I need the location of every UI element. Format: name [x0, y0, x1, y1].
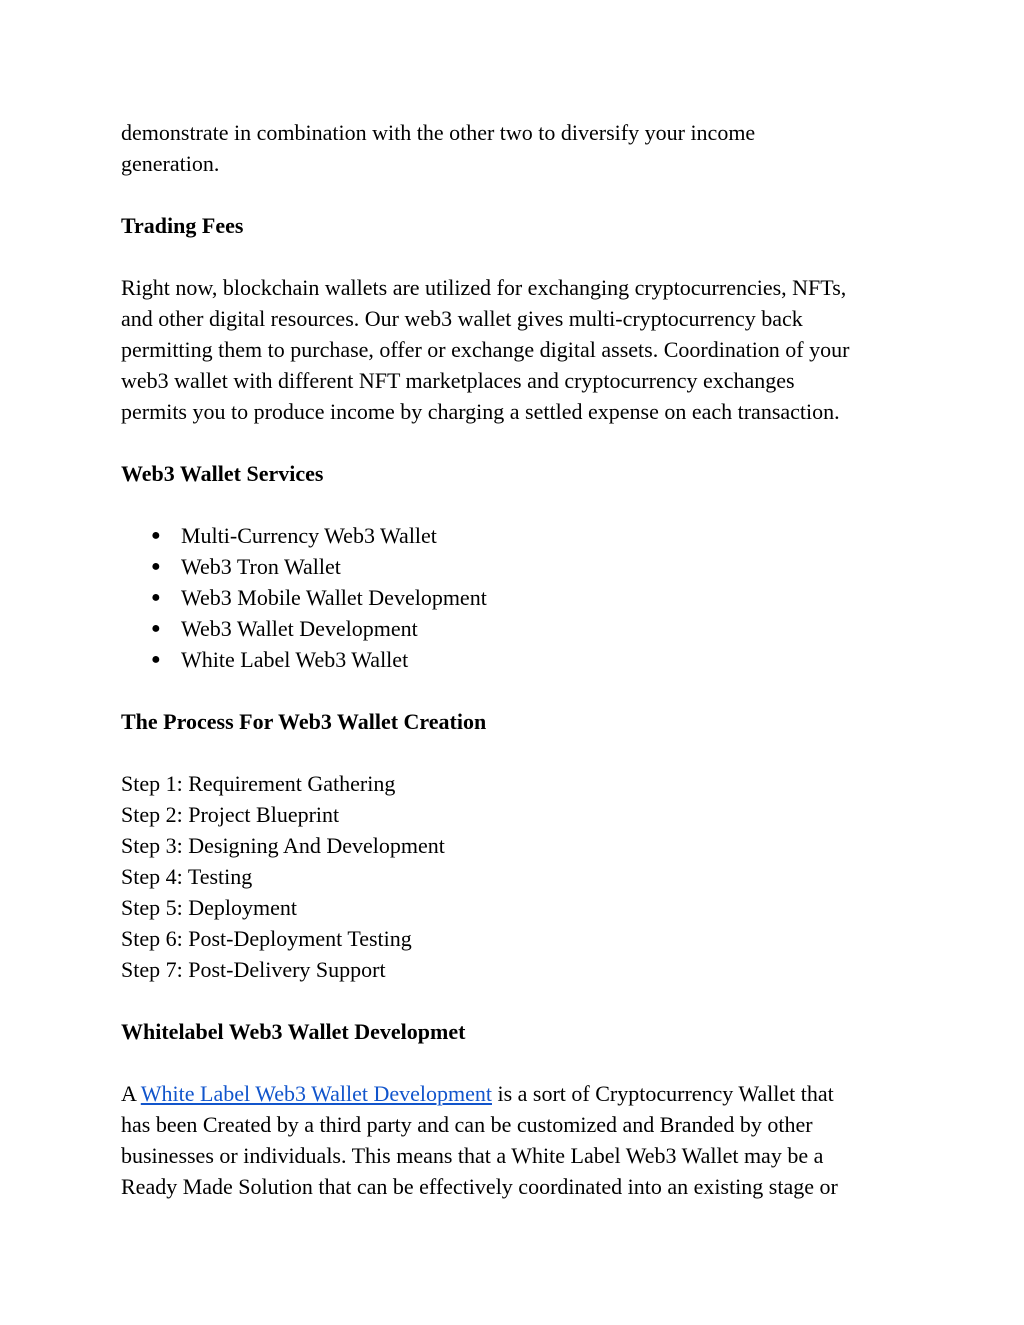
- process-heading: The Process For Web3 Wallet Creation: [121, 709, 487, 734]
- list-item-label: White Label Web3 Wallet: [181, 647, 409, 672]
- services-list: [121, 520, 911, 675]
- trading-fees-heading: Trading Fees: [121, 213, 244, 238]
- paragraph-line: Ready Made Solution that can be effectively coordinated into an existing stage or: [121, 1174, 838, 1199]
- list-item: [121, 551, 911, 582]
- process-step: Step 1: Requirement Gathering: [121, 771, 396, 796]
- paragraph-line: permits you to produce income by charging a settled expense on each transaction.: [121, 399, 840, 424]
- bullet-icon: ●: [151, 651, 161, 668]
- intro-paragraph: [121, 117, 911, 179]
- paragraph-line: web3 wallet with different NFT marketplaces and cryptocurrency exchanges: [121, 368, 795, 393]
- list-item-label: Multi-Currency Web3 Wallet: [181, 523, 437, 548]
- list-item-label: Web3 Wallet Development: [181, 616, 418, 641]
- intro-line: demonstrate in combination with the other two to diversify your income: [121, 120, 756, 145]
- document-page: [121, 117, 911, 1202]
- list-item-label: Web3 Mobile Wallet Development: [181, 585, 487, 610]
- paragraph-line: Right now, blockchain wallets are utilized for exchanging cryptocurrencies, NFTs,: [121, 275, 847, 300]
- whitelabel-heading: Whitelabel Web3 Wallet Developmet: [121, 1019, 466, 1044]
- process-step: Step 3: Designing And Development: [121, 833, 445, 858]
- paragraph-line: [121, 1078, 911, 1109]
- white-label-wallet-link[interactable]: White Label Web3 Wallet Development: [140, 1081, 492, 1106]
- process-step: Step 6: Post-Deployment Testing: [121, 926, 412, 951]
- paragraph-prefix: A: [121, 1081, 141, 1106]
- list-item-label: Web3 Tron Wallet: [181, 554, 341, 579]
- list-item: [121, 582, 911, 613]
- process-steps: [121, 768, 911, 985]
- whitelabel-paragraph: [121, 1078, 911, 1202]
- bullet-icon: ●: [151, 558, 161, 575]
- bullet-icon: ●: [151, 589, 161, 606]
- paragraph-text: is a sort of Cryptocurrency Wallet that: [491, 1081, 834, 1106]
- intro-line: generation.: [121, 151, 220, 176]
- process-step: Step 2: Project Blueprint: [121, 802, 340, 827]
- bullet-icon: ●: [151, 620, 161, 637]
- list-item: [121, 644, 911, 675]
- list-item: [121, 613, 911, 644]
- process-step: Step 4: Testing: [121, 864, 253, 889]
- list-item: [121, 520, 911, 551]
- bullet-icon: ●: [151, 527, 161, 544]
- paragraph-line: businesses or individuals. This means that a White Label Web3 Wallet may be a: [121, 1143, 824, 1168]
- paragraph-line: permitting them to purchase, offer or exchange digital assets. Coordination of your: [121, 337, 850, 362]
- trading-fees-paragraph: [121, 272, 911, 427]
- paragraph-line: has been Created by a third party and can be customized and Branded by other: [121, 1112, 813, 1137]
- services-heading: Web3 Wallet Services: [121, 461, 324, 486]
- paragraph-line: and other digital resources. Our web3 wallet gives multi-cryptocurrency back: [121, 306, 803, 331]
- process-step: Step 7: Post-Delivery Support: [121, 957, 386, 982]
- process-step: Step 5: Deployment: [121, 895, 297, 920]
